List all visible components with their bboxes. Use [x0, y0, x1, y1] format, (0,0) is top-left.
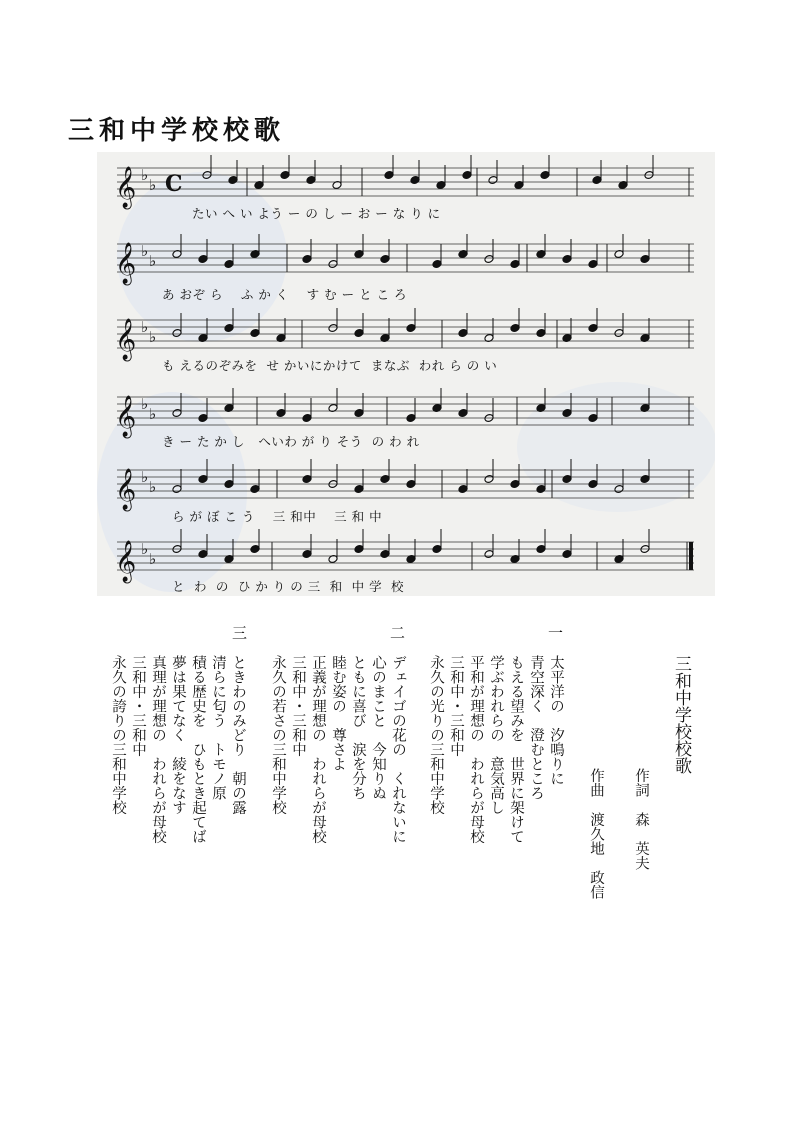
- verse-line: 平和が理想の われらが母校: [468, 655, 484, 844]
- treble-clef-icon: 𝄞: [115, 396, 137, 437]
- score-lyric-line: ら が ぼ こ う 三 和中 三 和 中: [172, 509, 383, 524]
- verse-line: 真理が理想の われらが母校: [150, 655, 166, 844]
- verse-line: 清らに匂う トモノ原: [210, 655, 226, 800]
- score-lyric-line: も えるのぞみを せ かいにかけて まなぶ われ ら の い: [162, 358, 498, 373]
- flat-icon: ♭: [141, 540, 149, 558]
- lyricist-label: 作詞: [633, 768, 649, 797]
- verse-number: 一: [546, 625, 564, 640]
- verse-line: 学ぶわれらの 意気高し: [488, 655, 504, 815]
- verse-line: 三和中・三和中: [448, 655, 464, 757]
- verse-line: 太平洋の 汐鳴りに: [548, 655, 564, 786]
- sheet-music: [97, 152, 715, 596]
- treble-clef-icon: 𝄞: [115, 319, 137, 360]
- verse-line: ときわのみどり 朝の露: [230, 655, 246, 815]
- flat-icon: ♭: [149, 405, 157, 423]
- verse-number: 三: [230, 625, 248, 640]
- verse-line: 心のまこと 今知りぬ: [370, 655, 386, 800]
- flat-icon: ♭: [149, 328, 157, 346]
- flat-icon: ♭: [149, 176, 157, 194]
- verse-line: 三和中・三和中: [290, 655, 306, 757]
- treble-clef-icon: 𝄞: [115, 541, 137, 582]
- common-time-icon: C: [165, 171, 183, 197]
- flat-icon: ♭: [149, 550, 157, 568]
- verse-line: 積る歴史を ひもとき起てば: [190, 655, 206, 844]
- score-lyric-line: き ー た か し へいわ が り そう の わ れ: [162, 434, 420, 449]
- flat-icon: ♭: [141, 166, 149, 184]
- treble-clef-icon: 𝄞: [115, 243, 137, 284]
- flat-icon: ♭: [141, 468, 149, 486]
- score-lyric-line: と わ の ひ か り の 三 和 中 学 校: [172, 579, 405, 594]
- composer-label: 作曲: [588, 768, 604, 797]
- verse-number: 二: [388, 625, 406, 640]
- final-bar-line: [689, 542, 693, 570]
- flat-icon: ♭: [141, 395, 149, 413]
- verse-line: 永久の誇りの三和中学校: [110, 655, 126, 815]
- treble-clef-icon: 𝄞: [115, 167, 137, 208]
- score-lyric-line: あ おぞ ら ふ か く す む ー と こ ろ: [162, 287, 408, 302]
- verse-line: 正義が理想の われらが母校: [310, 655, 326, 844]
- verse-line: もえる望みを 世界に架けて: [508, 655, 524, 844]
- lyricist-name: 森 英夫: [633, 812, 649, 870]
- page-title: 三和中学校校歌: [68, 116, 286, 146]
- treble-clef-icon: 𝄞: [115, 469, 137, 510]
- verse-line: ともに喜び 涙を分ち: [350, 655, 366, 800]
- verse-line: 永久の光りの三和中学校: [428, 655, 444, 815]
- verse-line: 青空深く 澄むところ: [528, 655, 544, 800]
- flat-icon: ♭: [141, 318, 149, 336]
- song-title-vertical: 三和中学校校歌: [671, 655, 691, 774]
- verse-line: 睦む姿の 尊さよ: [330, 655, 346, 771]
- score-lyric-line: たい へ い よう ー の し ー お ー な り に: [192, 206, 441, 221]
- verse-line: 永久の若さの三和中学校: [270, 655, 286, 815]
- verse-line: デェイゴの花の くれないに: [390, 655, 406, 844]
- verse-line: 夢は果てなく 綾をなす: [170, 655, 186, 815]
- composer-name: 渡久地 政信: [588, 812, 604, 899]
- flat-icon: ♭: [149, 478, 157, 496]
- flat-icon: ♭: [141, 242, 149, 260]
- flat-icon: ♭: [149, 252, 157, 270]
- verse-line: 三和中・三和中: [130, 655, 146, 757]
